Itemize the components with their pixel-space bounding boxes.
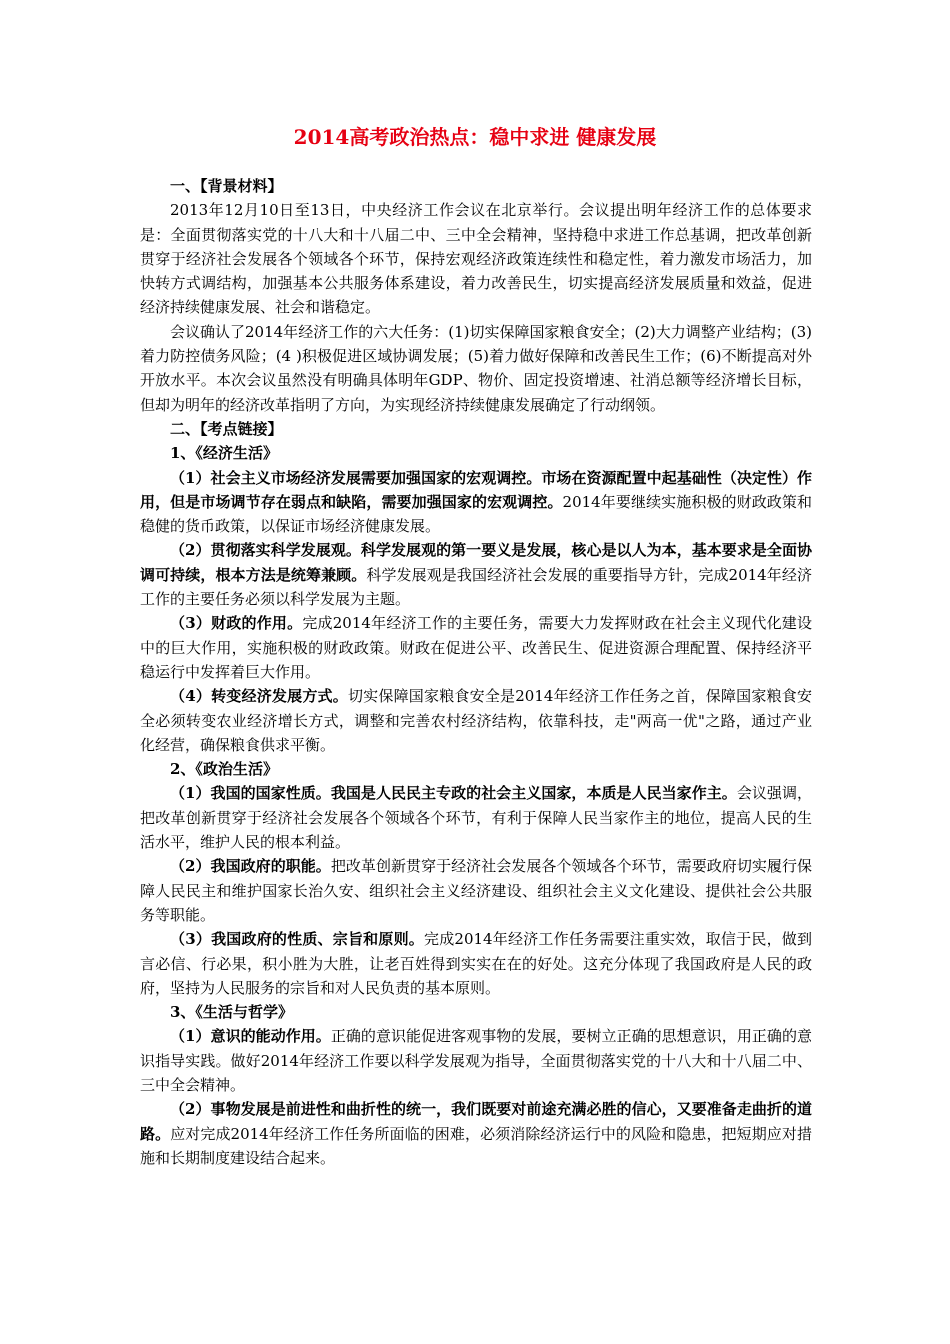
point-paragraph: [140, 781, 812, 854]
section-heading-background: 一、【背景材料】: [170, 177, 283, 195]
point-paragraph: [140, 1024, 812, 1097]
point-paragraph: [140, 927, 812, 1000]
point-bold: （2）事物发展是前进性和曲折性的统一，我们既要对前途充满必胜的信心，又要准备走曲折的道路。: [140, 1100, 812, 1143]
document-body: [140, 174, 812, 1170]
point-bold: （1）社会主义市场经济发展需要加强国家的宏观调控。市场在资源配置中起基础性（决定性）作用，但是市场调节存在弱点和缺陷，需要加强国家的宏观调控。: [140, 468, 812, 511]
point-text: 正确的意识能促进客观事物的发展，要树立正确的思想意识，用正确的意识指导实践。做好2014年经济工作要以科学发展观为指导，全面贯彻落实党的十八大和十八届二中、三中全会精神。: [140, 1027, 812, 1094]
subsection-heading-politics: 2、《政治生活》: [170, 760, 278, 779]
point-bold: （3）我国政府的性质、宗旨和原则。: [170, 930, 424, 949]
paragraph: 2013年12月10日至13日，中央经济工作会议在北京举行。会议提出明年经济工作的总体要求是：全面贯彻落实党的十八大和十八届二中、三中全会精神，坚持稳中求进工作总基调，把改革创新贯穿于经济社会发展各个领域各个环节，保持宏观经济政策连续性和稳定性，着力激发市场活力，加快转方式调结构，加强基本公共服务体系建设，着力改善民生，切实提高经济发展质量和效益，促进经济持续健康发展、社会和谐稳定。: [140, 201, 812, 317]
point-text: 科学发展观是我国经济社会发展的重要指导方针，完成2014年经济工作的主要任务必须以科学发展为主题。: [140, 565, 812, 609]
point-paragraph: [140, 466, 812, 539]
point-text: 完成2014年经济工作任务需要注重实效，取信于民，做到言必信、行必果，积小胜为大胜，让老百姓得到实实在在的好处。这充分体现了我国政府是人民的政府，坚持为人民服务的宗旨和对人民负责的基本原则。: [140, 930, 812, 997]
point-text: 应对完成2014年经济工作任务所面临的困难，必须消除经济运行中的风险和隐患，把短期应对措施和长期制度建设结合起来。: [140, 1124, 812, 1167]
point-bold: （1）我国的国家性质。我国是人民民主专政的社会主义国家，本质是人民当家作主。: [170, 784, 737, 803]
point-text: 完成2014年经济工作的主要任务，需要大力发挥财政在社会主义现代化建设中的巨大作用，实施积极的财政政策。财政在促进公平、改善民生、促进资源合理配置、保持经济平稳运行中发挥着巨大作用。: [140, 614, 812, 681]
point-bold: （1）意识的能动作用。: [170, 1027, 331, 1046]
point-text: 2014年要继续实施积极的财政政策和稳健的货币政策，以保证市场经济健康发展。: [140, 492, 812, 536]
point-bold: （2）我国政府的职能。: [170, 857, 331, 876]
subsection-heading-philosophy: 3、《生活与哲学》: [170, 1003, 293, 1022]
point-text: 切实保障国家粮食安全是2014年经济工作任务之首，保障国家粮食安全必须转变农业经济增长方式，调整和完善农村经济结构，依靠科技，走"两高一优"之路，通过产业化经营，确保粮食供求平衡。: [140, 687, 812, 754]
point-paragraph: [140, 611, 812, 684]
section-heading-exam-points: 二、【考点链接】: [170, 419, 283, 438]
point-text: 会议强调，把改革创新贯穿于经济社会发展各个领域各个环节，有利于保障人民当家作主的地位，提高人民的生活水平，维护人民的根本利益。: [140, 784, 812, 852]
point-bold: （3）财政的作用。: [170, 614, 303, 633]
point-bold: （2）贯彻落实科学发展观。科学发展观的第一要义是发展，核心是以人为本，基本要求是全面协调可持续，根本方法是统筹兼顾。: [140, 541, 812, 584]
subsection-heading-economy: 1、《经济生活》: [170, 444, 278, 463]
point-text: 把改革创新贯穿于经济社会发展各个领域各个环节，需要政府切实履行保障人民民主和维护国家长治久安、组织社会主义经济建设、组织社会主义文化建设、提供社会公共服务等职能。: [140, 857, 812, 924]
point-paragraph: [140, 1097, 812, 1170]
point-paragraph: [140, 538, 812, 611]
point-paragraph: [140, 684, 812, 757]
document-title: 2014高考政治热点：稳中求进 健康发展: [293, 125, 657, 149]
point-bold: （4）转变经济发展方式。: [170, 687, 348, 706]
point-paragraph: [140, 854, 812, 927]
paragraph: 会议确认了2014年经济工作的六大任务：(1)切实保障国家粮食安全；(2)大力调整产业结构；(3)着力防控债务风险；(4 )积极促进区域协调发展；(5)着力做好保障和改善民生工作；(6)不断提高对外开放水平。本次会议虽然没有明确具体明年GDP、物价、固定投资增速、社消总额等经济增长目标，但却为明年的经济改革指明了方向，为实现经济持续健康发展确定了行动纲领。: [140, 322, 812, 414]
